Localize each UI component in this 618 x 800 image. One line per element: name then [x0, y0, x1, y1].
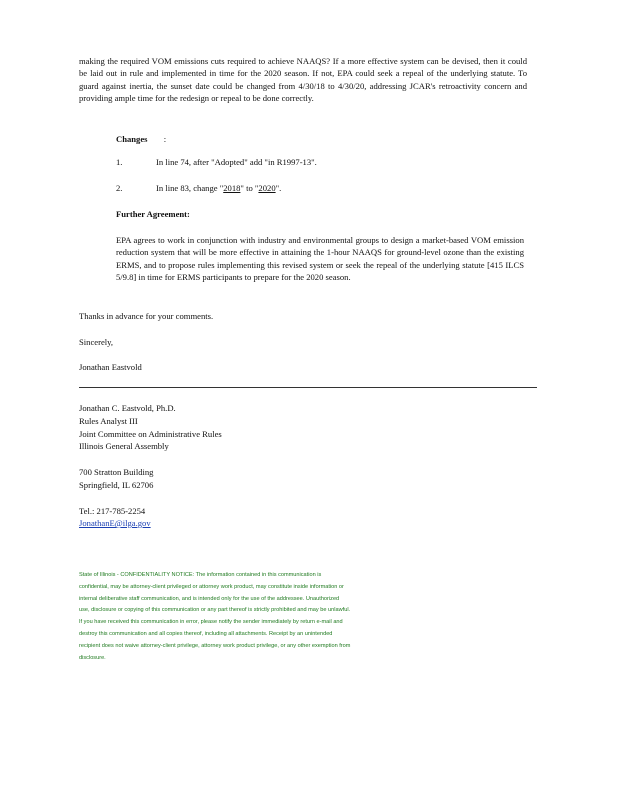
change-item-2-number: 2. [116, 183, 123, 193]
change-item-2-mid: " to " [240, 183, 259, 193]
signature-org-line1: Joint Committee on Administrative Rules [79, 429, 222, 439]
change-item-2-post: ". [275, 183, 282, 193]
signature-address1: 700 Stratton Building [79, 467, 154, 477]
changes-heading [116, 133, 524, 145]
change-item-2-text [156, 183, 281, 193]
change-item-1-number: 1. [116, 157, 123, 167]
further-agreement-text: EPA agrees to work in conjunction with industry and environmental groups to design a market-based VOM emission reduction system that will be more effective in attaining the 1-hour NAAQS for ground-level ozone than the existing ERMS, and to propose rules implementing this revised system or seek the repeal of the underlying statute [415 ILCS 5/9.8] in time for ERMS participants to prepare for the 2020 season. [116, 235, 524, 283]
closing-line: Sincerely, [79, 337, 114, 347]
intro-paragraph: making the required VOM emissions cuts required to achieve NAAQS? If a more effective system can be devised, then it could be laid out in rule and implemented in time for the 2020 season. If not, EPA could seek a repeal of the underlying statute. To guard against inertia, the sunset date could be changed from 4/30/18 to 4/30/20, addressing JCAR's retroactivity concern and providing ample time for the redesign or repeal to be done correctly. [79, 56, 527, 104]
thanks-line: Thanks in advance for your comments. [79, 311, 214, 321]
signature-title: Rules Analyst III [79, 416, 138, 426]
change-item-2-old-year: 2018 [223, 183, 241, 193]
change-item-1-text: In line 74, after "Adopted" add "in R1997-13". [156, 157, 317, 167]
signer-name: Jonathan Eastvold [79, 362, 142, 372]
confidentiality-notice: State of Illinois - CONFIDENTIALITY NOTICE: The information contained in this communication is confidential, may be attorney-client privileged or attorney work product, may constitute inside information or internal deliberative staff communication, and is intended only for the use of the addressee. Unauthorized use, disclosure or copying of this communication or any part thereof is strictly prohibited and may be unlawful. If you have received this communication in error, please notify the sender immediately by return e-mail and destroy this communication and all copies thereof, including all attachments. Receipt by an unintended recipient does not waive attorney-client privilege, attorney work product privilege, or any other exemption from disclosure. [79, 572, 351, 661]
further-agreement-heading: Further Agreement: [116, 209, 190, 219]
email-link[interactable]: JonathanE@ilga.gov [79, 518, 151, 528]
signature-divider [79, 387, 537, 388]
signature-address2: Springfield, IL 62706 [79, 480, 154, 490]
signature-phone: Tel.: 217-785-2254 [79, 506, 146, 516]
change-item-2-new-year: 2020 [258, 183, 276, 193]
signature-name: Jonathan C. Eastvold, Ph.D. [79, 403, 176, 413]
signature-org-line2: Illinois General Assembly [79, 441, 169, 451]
changes-heading-colon: : [163, 134, 167, 144]
changes-heading-label: Changes [116, 134, 148, 144]
change-item-2-pre: In line 83, change " [156, 183, 224, 193]
